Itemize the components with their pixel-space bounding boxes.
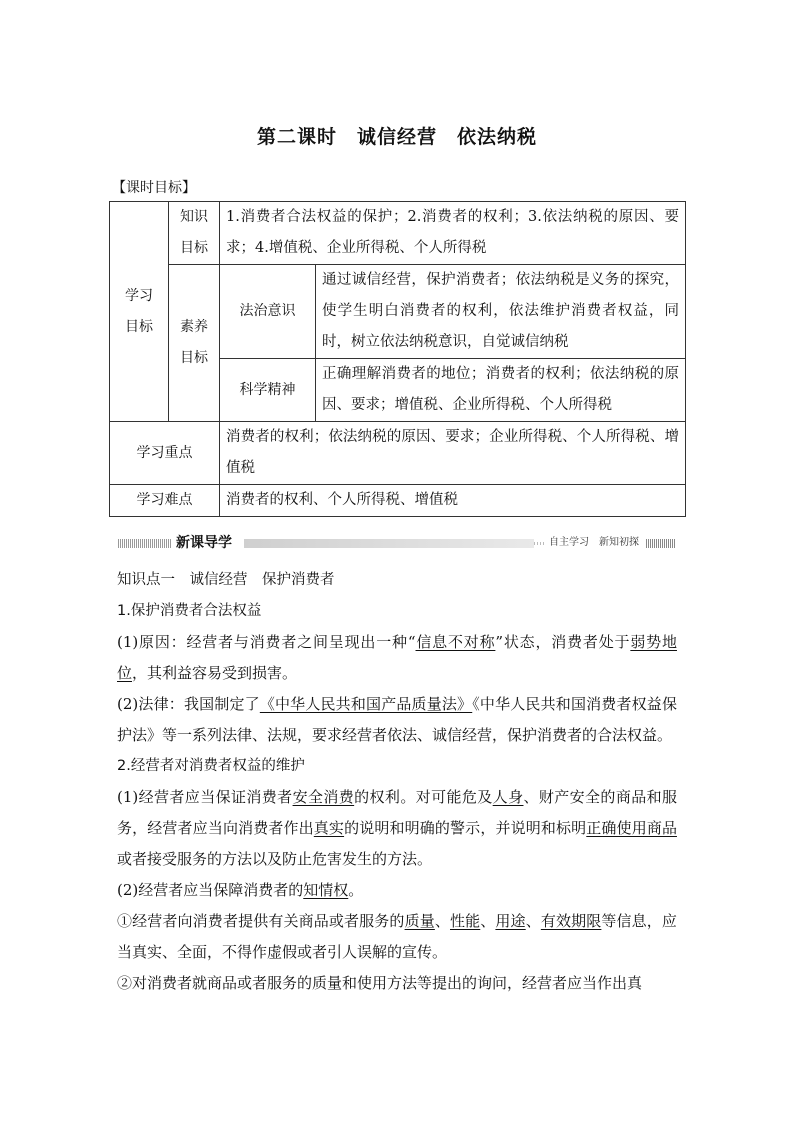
key-points-text: 消费者的权利；依法纳税的原因、要求；企业所得税、个人所得税、增值税 xyxy=(220,422,686,485)
subsection-title: 2.经营者对消费者权益的维护 xyxy=(117,758,305,774)
text: 《中华人民共和国消费者权益保护法》等一系列法律、法规，要求经营者依法、诚信经营，保护消费者的合法权益。 xyxy=(117,695,677,744)
text: 、 xyxy=(480,912,496,930)
banner-stripe-mid xyxy=(244,539,534,548)
subsection-title: 1.保护消费者合法权益 xyxy=(117,603,262,619)
table-row xyxy=(110,265,686,359)
key-term: 用途 xyxy=(495,912,526,930)
key-term: 质量 xyxy=(404,912,435,930)
science-spirit-text: 正确理解消费者的地位；消费者的权利；依法纳税的原因、要求；增值税、企业所得税、个人所得税 xyxy=(316,359,686,422)
main-content xyxy=(117,565,677,999)
rule-of-law-text: 通过诚信经营，保护消费者；依法纳税是义务的探究，使学生明白消费者的权利，依法维护消费者权益，同时，树立依法纳税意识，自觉诚信纳税 xyxy=(316,265,686,359)
key-points-cell: 学习重点 xyxy=(110,422,220,485)
knowledge-goals-cell: 知识目标 xyxy=(169,202,220,265)
banner-subtitle: 自主学习 新知初探 xyxy=(546,533,642,548)
section-title: 知识点一 诚信经营 保护消费者 xyxy=(117,572,335,588)
text: ①经营者向消费者提供有关商品或者服务的 xyxy=(117,912,405,930)
text: 或者接受服务的方法以及防止危害发生的方法。 xyxy=(117,850,433,868)
paragraph xyxy=(117,782,677,875)
banner-stripe-left xyxy=(118,539,172,548)
key-term: 真实 xyxy=(313,819,345,837)
objectives-heading: 【课时目标】 xyxy=(112,180,196,196)
text: 、 xyxy=(434,912,450,930)
text: ”状态，消费者处于 xyxy=(495,633,631,651)
section-banner xyxy=(118,535,676,549)
paragraph xyxy=(117,906,677,968)
text: (1)经营者应当保证消费者 xyxy=(117,788,293,806)
text: (2)经营者应当保障消费者的 xyxy=(117,881,304,899)
difficult-points-text: 消费者的权利、个人所得税、增值税 xyxy=(220,485,686,517)
difficult-points-cell: 学习难点 xyxy=(110,485,220,517)
knowledge-goals-text: 1.消费者合法权益的保护；2.消费者的权利；3.依法纳税的原因、要求；4.增值税、企业所得税、个人所得税 xyxy=(220,202,686,265)
text: ，其利益容易受到损害。 xyxy=(132,664,298,682)
text: 的权利。对可能危及 xyxy=(354,788,493,806)
key-term: 正确使用商品 xyxy=(586,819,677,837)
banner-label: 新课导学 xyxy=(176,535,232,551)
text: 、财产安全的商品和服务，经营者应当向消费者作出 xyxy=(117,788,677,837)
text: 等信息，应当真实、全面，不得作虚假或者引人误解的宣传。 xyxy=(117,912,677,961)
text: 、 xyxy=(525,912,541,930)
text: 的说明和明确的警示，并说明和标明 xyxy=(344,819,587,837)
key-term: 有效期限 xyxy=(540,912,602,930)
text: (1)原因：经营者与消费者之间呈现出一种“ xyxy=(117,633,416,651)
table-row xyxy=(110,422,686,485)
key-term: 人身 xyxy=(492,788,524,806)
key-term: 性能 xyxy=(450,912,481,930)
key-term: 安全消费 xyxy=(292,788,355,806)
science-spirit-cell: 科学精神 xyxy=(220,359,316,422)
key-term: 信息不对称 xyxy=(415,633,496,651)
key-term: 弱势地位 xyxy=(117,633,677,682)
paragraph: ②对消费者就商品或者服务的质量和使用方法等提出的询问，经营者应当作出真 xyxy=(117,974,643,992)
table-row xyxy=(110,202,686,265)
table-row xyxy=(110,485,686,517)
key-term: 知情权 xyxy=(303,881,349,899)
key-term: 《中华人民共和国产品质量法》 xyxy=(259,695,473,713)
text: 。 xyxy=(348,881,364,899)
goals-table xyxy=(109,201,686,517)
text: (2)法律：我国制定了 xyxy=(117,695,260,713)
paragraph xyxy=(117,627,677,689)
study-goals-cell: 学习目标 xyxy=(110,202,169,422)
page-title: 第二课时 诚信经营 依法纳税 xyxy=(256,126,537,148)
rule-of-law-cell: 法治意识 xyxy=(220,265,316,359)
banner-stripe-right xyxy=(646,539,676,548)
paragraph xyxy=(117,875,677,906)
competence-goals-cell: 素养目标 xyxy=(169,265,220,422)
paragraph xyxy=(117,689,677,751)
